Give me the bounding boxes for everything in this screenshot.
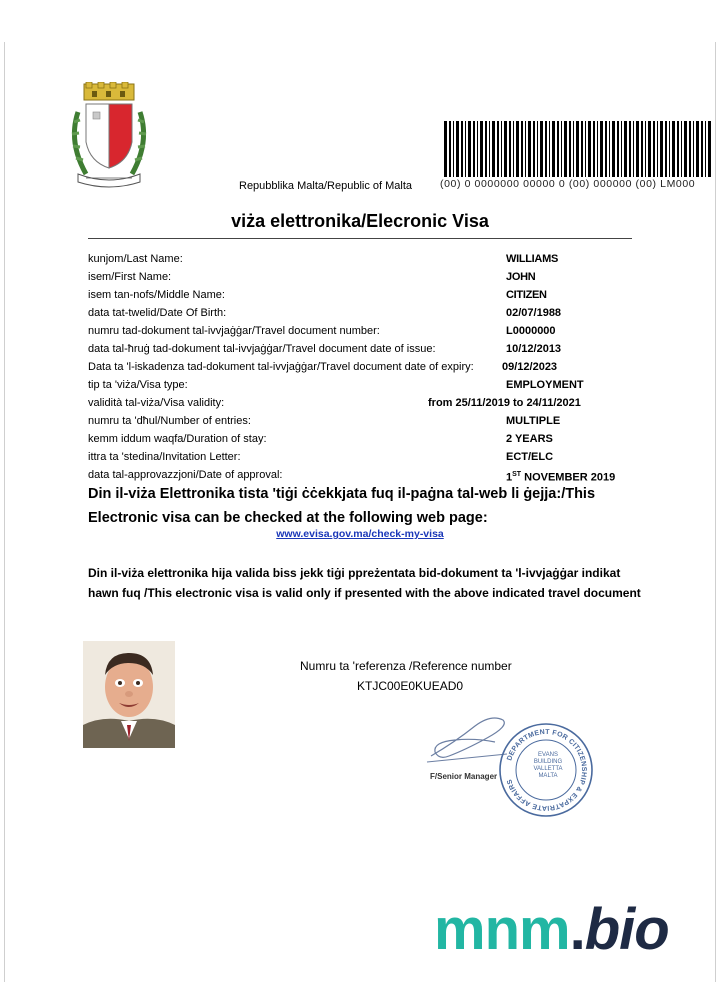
field-label: kemm iddum waqfa/Duration of stay: [88, 433, 267, 445]
field-date-of-expiry [88, 359, 633, 377]
malta-coat-of-arms-icon [64, 82, 154, 190]
stamp-ring-text: DEPARTMENT FOR CITIZENSHIP & EXPATRIATE AFFAIRS [506, 728, 588, 812]
field-value: MULTIPLE [506, 415, 561, 427]
field-label: tip ta 'viża/Visa type: [88, 379, 188, 391]
barcode-bar [456, 121, 459, 177]
field-value: from 25/11/2019 to 24/11/2021 [428, 397, 581, 409]
barcode-bar [597, 121, 598, 177]
barcode-bar [641, 121, 643, 177]
barcode-bar [617, 121, 619, 177]
field-value: 02/07/1988 [506, 307, 562, 319]
barcode-bar [648, 121, 651, 177]
barcode-bar [528, 121, 531, 177]
barcode-bar [453, 121, 454, 177]
republic-label: Repubblika Malta/Republic of Malta [239, 180, 413, 192]
barcode-bar [585, 121, 586, 177]
barcode-bar [669, 121, 670, 177]
barcode-bar [552, 121, 555, 177]
approval-day: 1 [506, 471, 513, 484]
barcode-bar [609, 121, 610, 177]
barcode-bar [545, 121, 547, 177]
field-travel-document-number [88, 323, 633, 341]
barcode-bar [573, 121, 574, 177]
barcode-bar [533, 121, 535, 177]
barcode-bar [540, 121, 543, 177]
watermark-part: bio [584, 897, 669, 962]
field-duration-of-stay [88, 431, 633, 449]
barcode-bar [629, 121, 631, 177]
barcode-bar [657, 121, 658, 177]
barcode-bar [516, 121, 519, 177]
barcode-bar [581, 121, 583, 177]
barcode-bar [593, 121, 595, 177]
field-date-of-birth [88, 305, 633, 323]
holder-photo [83, 641, 175, 748]
barcode-bar [588, 121, 591, 177]
watermark-part: . [569, 897, 585, 962]
field-value: EMPLOYMENT [506, 379, 584, 391]
check-visa-link[interactable]: www.evisa.gov.ma/check-my-visa [276, 528, 444, 540]
barcode-bar [501, 121, 502, 177]
field-first-name [88, 269, 633, 287]
stamp-center-text: EVANS BUILDING VALLETTA MALTA [533, 752, 563, 779]
barcode-bar [636, 121, 639, 177]
barcode-bar [708, 121, 711, 177]
watermark-part: mnm [434, 897, 570, 962]
field-value: 10/12/2013 [506, 343, 562, 355]
barcode-bar [465, 121, 466, 177]
barcode-bar [645, 121, 646, 177]
barcode-bar [633, 121, 634, 177]
barcode-bar [660, 121, 663, 177]
field-label: isem tan-nofs/Middle Name: [88, 289, 225, 301]
watermark-logo [434, 896, 669, 963]
barcode-bar [605, 121, 607, 177]
field-label: numru tad-dokument tal-ivvjaġġar/Travel document number: [88, 325, 380, 337]
field-value: JOHN [506, 271, 536, 283]
barcode-bar [485, 121, 487, 177]
barcode-bar [653, 121, 655, 177]
barcode-icon [444, 121, 714, 177]
field-label: numru ta 'dħul/Number of entries: [88, 415, 251, 427]
barcode-bar [525, 121, 526, 177]
barcode-bar [672, 121, 675, 177]
barcode-bar [624, 121, 627, 177]
visa-fields [88, 251, 633, 485]
field-label: data tat-twelid/Date Of Birth: [88, 307, 227, 319]
field-value: 2 YEARS [506, 433, 553, 445]
barcode-bar [576, 121, 579, 177]
field-middle-name [88, 287, 633, 305]
barcode-bar [480, 121, 483, 177]
signer-title: F/Senior Manager [430, 772, 498, 781]
field-number-of-entries [88, 413, 633, 431]
field-invitation-letter [88, 449, 633, 467]
field-label: isem/First Name: [88, 271, 172, 283]
title-divider [88, 238, 632, 239]
approval-day-suffix: ST [512, 471, 522, 478]
barcode-bar [564, 121, 567, 177]
reference-label: Numru ta 'referenza /Reference number [300, 659, 512, 673]
barcode-bar [444, 121, 447, 177]
barcode-bar [621, 121, 622, 177]
barcode-bar [473, 121, 475, 177]
field-label: Data ta 'l-iskadenza tad-dokument tal-ivvjaġġar/Travel document date of expiry: [88, 361, 474, 373]
validity-note: Din il-viża elettronika hija valida biss jekk tiġi ppreżentata bid-dokument ta 'l-ivvjaġġar indikat hawn fuq /This electronic visa is valid only if presented with the above indicated travel document [88, 566, 641, 600]
field-value: WILLIAMS [506, 253, 558, 265]
field-value: ECT/ELC [506, 451, 554, 463]
barcode-bar [569, 121, 571, 177]
barcode-bar [561, 121, 562, 177]
barcode-bar [689, 121, 691, 177]
barcode-bar [509, 121, 511, 177]
barcode-bar [513, 121, 514, 177]
visa-title: viża elettronika/Elecronic Visa [231, 211, 489, 231]
approval-month-year: NOVEMBER 2019 [521, 471, 616, 484]
barcode-bar [504, 121, 507, 177]
barcode-bar [705, 121, 706, 177]
barcode-bar [696, 121, 699, 177]
check-online-note: Din il-viża Elettronika tista 'tiġi ċċekkjata fuq il-paġna tal-web li ġejja:/This Electronic visa can be checked at the following web page: [88, 486, 596, 526]
field-visa-type [88, 377, 633, 395]
barcode-bar [492, 121, 495, 177]
barcode-bar [477, 121, 478, 177]
reference-number: KTJC00E0KUEAD0 [357, 679, 464, 693]
field-value: 09/12/2023 [502, 361, 558, 373]
barcode-bar [489, 121, 490, 177]
field-date-of-issue [88, 341, 633, 359]
barcode-bar [521, 121, 523, 177]
field-value: CITIZEN [506, 289, 547, 301]
barcode-bar [449, 121, 451, 177]
barcode-bar [549, 121, 550, 177]
barcode-bar [612, 121, 615, 177]
barcode-bar [497, 121, 499, 177]
field-value: L0000000 [506, 325, 556, 337]
barcode-bar [701, 121, 703, 177]
barcode-bar [557, 121, 559, 177]
field-label: ittra ta 'stedina/Invitation Letter: [88, 451, 241, 463]
field-visa-validity [88, 395, 633, 413]
field-label: kunjom/Last Name: [88, 253, 183, 265]
field-label: data tal-approvazzjoni/Date of approval: [88, 469, 283, 481]
barcode-bar [600, 121, 603, 177]
barcode-bar [684, 121, 687, 177]
barcode-bar [461, 121, 463, 177]
barcode-bar [537, 121, 538, 177]
barcode-bar [468, 121, 471, 177]
barcode-bar [693, 121, 694, 177]
field-label: data tal-ħruġ tad-dokument tal-ivvjaġġar/Travel document date of issue: [88, 343, 436, 355]
field-label: validità tal-viża/Visa validity: [88, 397, 225, 409]
barcode-bar [681, 121, 682, 177]
field-last-name [88, 251, 633, 269]
barcode-bar [677, 121, 679, 177]
barcode-number: (00) 0 0000000 00000 0 (00) 000000 (00) LM000 [440, 178, 696, 190]
barcode-bar [665, 121, 667, 177]
